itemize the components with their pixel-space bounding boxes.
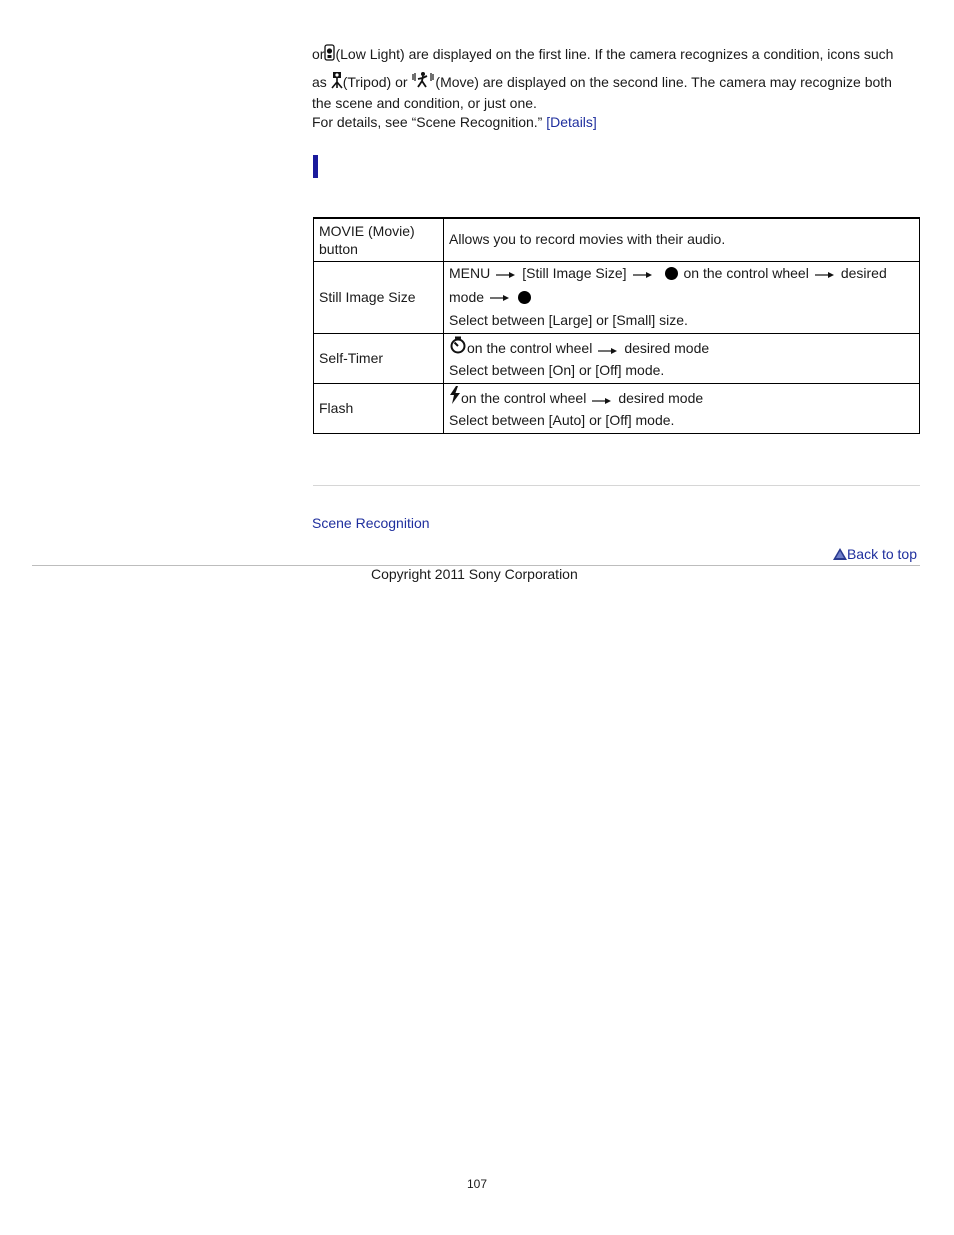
intro-text-tripod: (Tripod) or: [342, 74, 408, 90]
arrow-right-icon: [598, 340, 618, 360]
intro-paragraph: [312, 44, 920, 132]
low-light-icon: [324, 44, 335, 66]
table-row: [314, 261, 920, 333]
intro-word-as: as: [312, 74, 327, 90]
select-text: Select between [Large] or [Small] size.: [449, 312, 688, 329]
intro-text-4: For details, see “Scene Recognition.”: [312, 114, 543, 130]
operations-table: [313, 217, 920, 434]
details-link[interactable]: [Details]: [546, 114, 597, 130]
intro-line-1: [312, 44, 920, 66]
row-label-text: Self-Timer: [319, 349, 384, 366]
row-label: [314, 261, 444, 333]
table-row: [314, 333, 920, 383]
intro-line-2: [312, 71, 920, 94]
scene-recognition-link[interactable]: Scene Recognition: [312, 515, 430, 531]
section-heading-bar: [313, 155, 318, 178]
intro-section: [312, 44, 920, 132]
copyright-text: Copyright 2011 Sony Corporation: [371, 566, 578, 582]
menu-item-text: [Still Image Size]: [522, 264, 627, 281]
intro-text-move: (Move) are displayed on the second line. The camera may recognize both: [435, 74, 892, 90]
wheel-text: on the control wheel: [467, 340, 593, 357]
mode-text: mode: [449, 288, 485, 305]
desired-text: desired: [840, 264, 887, 281]
select-text: Select between [On] or [Off] mode.: [449, 361, 665, 378]
instruction-line: [449, 336, 914, 359]
self-timer-icon: [449, 336, 467, 359]
row-label-text: Still Image Size: [319, 288, 416, 305]
center-button-icon: [665, 267, 678, 280]
table-row: [314, 218, 920, 261]
arrow-right-icon: [490, 286, 510, 309]
back-to-top-text: Back to top: [846, 546, 917, 562]
desired-text: desired mode: [624, 340, 710, 357]
wheel-text: on the control wheel: [683, 264, 809, 281]
intro-line-3: the scene and condition, or just one.: [312, 95, 537, 111]
row-label-text: Flash: [319, 399, 354, 416]
select-text: Select between [Auto] or [Off] mode.: [449, 411, 675, 428]
row-label: [314, 383, 444, 433]
arrow-right-icon: [633, 263, 653, 286]
intro-text-1: (Low Light) are displayed on the first line. If the camera recognizes a condition, icons such: [335, 46, 894, 62]
row-desc-text: Allows you to record movies with their audio.: [449, 231, 726, 248]
intro-line-4: [312, 113, 920, 132]
desired-text: desired mode: [618, 390, 704, 407]
row-label: [314, 218, 444, 261]
section-divider: [313, 485, 920, 486]
row-desc: [444, 261, 920, 333]
arrow-right-icon: [592, 390, 612, 410]
menu-text: MENU: [449, 264, 491, 281]
row-label: [314, 333, 444, 383]
center-button-icon: [518, 291, 531, 304]
instruction-line: [449, 386, 914, 409]
row-desc: [444, 333, 920, 383]
move-icon: [411, 71, 435, 94]
intro-word-or: or: [312, 46, 325, 62]
row-label-text: MOVIE (Movie) button: [319, 222, 415, 257]
tripod-icon: [331, 71, 343, 94]
instruction-line: [449, 262, 914, 286]
back-to-top-icon: [833, 547, 847, 563]
arrow-right-icon: [496, 263, 516, 286]
arrow-right-icon: [815, 263, 835, 286]
row-desc: [444, 218, 920, 261]
page-number: 107: [466, 1177, 488, 1191]
row-desc: [444, 383, 920, 433]
instruction-line: [449, 286, 914, 310]
back-to-top-link[interactable]: [833, 546, 917, 563]
wheel-text: on the control wheel: [461, 390, 587, 407]
table-row: [314, 383, 920, 433]
flash-icon: [449, 386, 461, 409]
